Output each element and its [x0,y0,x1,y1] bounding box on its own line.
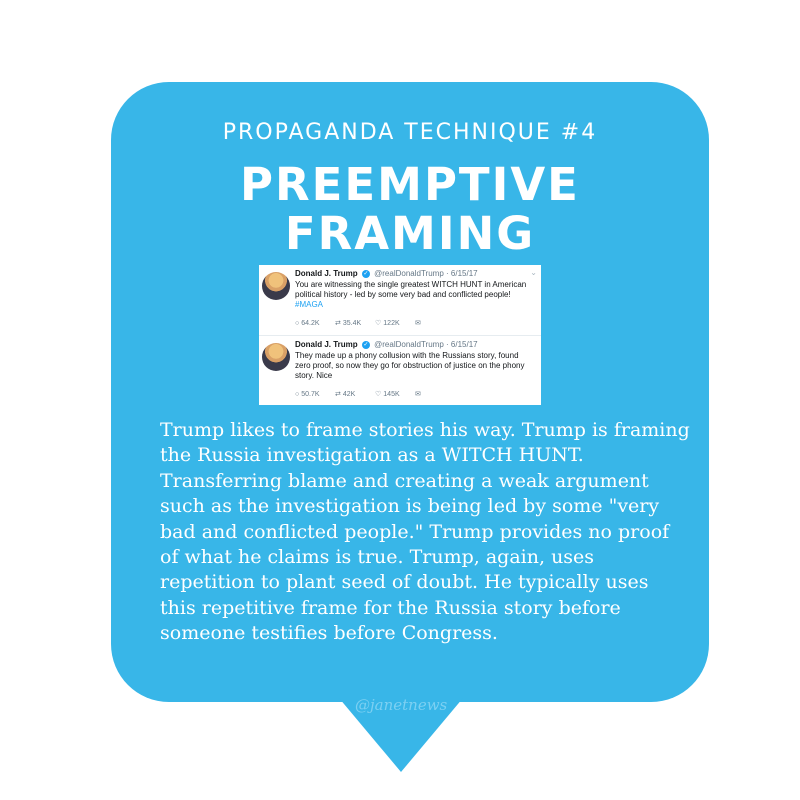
reply-icon: ○ [295,319,300,327]
headline [111,160,709,258]
tweet-text [295,280,535,310]
tweet-text [295,351,535,381]
chevron-down-icon: ⌄ [530,268,537,277]
like-count: 122K [383,319,400,327]
dm-icon: ✉ [415,320,421,327]
tweet-author: Donald J. Trump [295,340,358,349]
tweet-header [295,340,478,349]
tweet-hashtag: #MAGA [295,300,324,309]
retweet-count: 42K [342,390,356,398]
tweet-date: · 6/15/17 [446,340,478,349]
tweet-2 [259,335,541,405]
tweet-body: They made up a phony collusion with the Russians story, found zero proof, so now they go for obstruction of justice on the phony story. Nice [295,351,525,380]
kicker-title: PROPAGANDA TECHNIQUE #4 [222,120,598,145]
tweet-screenshot [259,265,541,405]
tweet-author: Donald J. Trump [295,269,358,278]
watermark: @janetnews [355,696,448,714]
like-icon: ♡ [375,391,382,398]
body-paragraph: Trump likes to frame stories his way. Trump is framing the Russia investigation as a WITCH HUNT. Transferring blame and creating a weak argument such as the investigation is being led by some "very bad and conflicted people." Trump provides no proof of what he claims is true. Trump, again, uses repetition to plant seed of doubt. He typically uses this repetitive frame for the Russia story before someone testifies before Congress. [160,419,690,645]
tweet-date: · 6/15/17 [446,269,478,278]
like-icon: ♡ [375,320,382,327]
headline-line-1: PREEMPTIVE [240,158,580,211]
tweet-body: You are witnessing the single greatest WITCH HUNT in American political history - led by some very bad and conflicted people! [295,280,527,299]
dm-icon: ✉ [415,391,421,398]
retweet-icon: ⇄ [335,320,341,327]
avatar [262,343,290,371]
tweet-actions [295,319,495,327]
reply-action [295,319,335,327]
reply-count: 50.7K [301,390,320,398]
verified-icon: ✓ [363,270,369,277]
retweet-action [335,390,375,398]
dm-action [415,390,455,398]
tweet-actions [295,390,495,398]
like-count: 145K [383,390,400,398]
tweet-1 [259,265,541,335]
retweet-action [335,319,375,327]
tweet-handle: @realDonaldTrump [374,269,444,278]
reply-icon: ○ [295,390,300,398]
like-action [375,390,415,398]
verified-icon: ✓ [363,341,369,348]
headline-line-2: FRAMING [284,207,536,260]
reply-action [295,390,335,398]
avatar [262,272,290,300]
reply-count: 64.2K [301,319,320,327]
tweet-handle: @realDonaldTrump [374,340,444,349]
retweet-icon: ⇄ [335,391,341,398]
retweet-count: 35.4K [342,319,362,327]
tweet-header [295,269,478,278]
like-action [375,319,415,327]
dm-action [415,319,455,327]
